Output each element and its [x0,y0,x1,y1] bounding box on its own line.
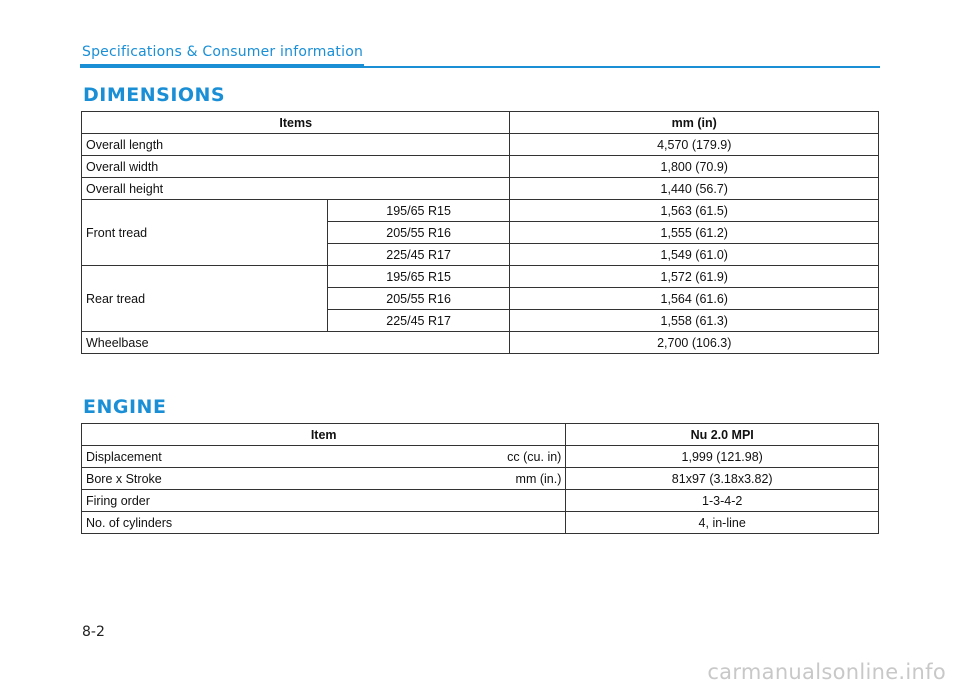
table-row [82,178,879,200]
watermark-text: carmanualsonline.info [707,660,946,684]
table-row [82,332,879,354]
value-cell: 1,800 (70.9) [510,156,879,178]
value-cell: 1,563 (61.5) [510,200,879,222]
rear-tread-label: Rear tread [82,266,328,332]
column-header-item: Item [82,424,566,446]
section-header-title: Specifications & Consumer information [82,44,364,60]
tire-cell: 195/65 R15 [327,200,510,222]
table-row [82,156,879,178]
value-cell: 1-3-4-2 [566,490,879,512]
unit-cell: mm (in.) [261,468,566,490]
table-row [82,490,879,512]
value-cell: 2,700 (106.3) [510,332,879,354]
table-row [82,468,879,490]
value-cell: 1,549 (61.0) [510,244,879,266]
table-header-row [82,112,879,134]
value-cell: 1,999 (121.98) [566,446,879,468]
item-cell: Overall height [82,178,510,200]
table-row [82,200,879,222]
column-header-engine: Nu 2.0 MPI [566,424,879,446]
dimensions-table [81,111,879,354]
front-tread-label: Front tread [82,200,328,266]
value-cell: 1,558 (61.3) [510,310,879,332]
tire-cell: 205/55 R16 [327,222,510,244]
item-cell: Wheelbase [82,332,510,354]
column-header-items: Items [82,112,510,134]
tire-cell: 225/45 R17 [327,310,510,332]
item-cell: Firing order [82,490,262,512]
column-header-mm: mm (in) [510,112,879,134]
tire-cell: 225/45 R17 [327,244,510,266]
table-row [82,266,879,288]
engine-table [81,423,879,534]
header-accent-bar [80,64,364,68]
tire-cell: 195/65 R15 [327,266,510,288]
value-cell: 1,564 (61.6) [510,288,879,310]
value-cell: 4, in-line [566,512,879,534]
item-cell: Displacement [82,446,262,468]
engine-title: ENGINE [83,396,167,418]
table-header-row [82,424,879,446]
item-cell: Overall length [82,134,510,156]
table-row [82,134,879,156]
unit-cell: cc (cu. in) [261,446,566,468]
tire-cell: 205/55 R16 [327,288,510,310]
dimensions-title: DIMENSIONS [83,84,226,106]
table-row [82,446,879,468]
value-cell: 4,570 (179.9) [510,134,879,156]
value-cell: 1,572 (61.9) [510,266,879,288]
item-cell: No. of cylinders [82,512,262,534]
unit-cell [261,512,566,534]
header-rule [364,66,880,68]
item-cell: Overall width [82,156,510,178]
value-cell: 1,440 (56.7) [510,178,879,200]
value-cell: 81x97 (3.18x3.82) [566,468,879,490]
unit-cell [261,490,566,512]
value-cell: 1,555 (61.2) [510,222,879,244]
item-cell: Bore x Stroke [82,468,262,490]
table-row [82,512,879,534]
page-number: 8-2 [82,624,105,640]
